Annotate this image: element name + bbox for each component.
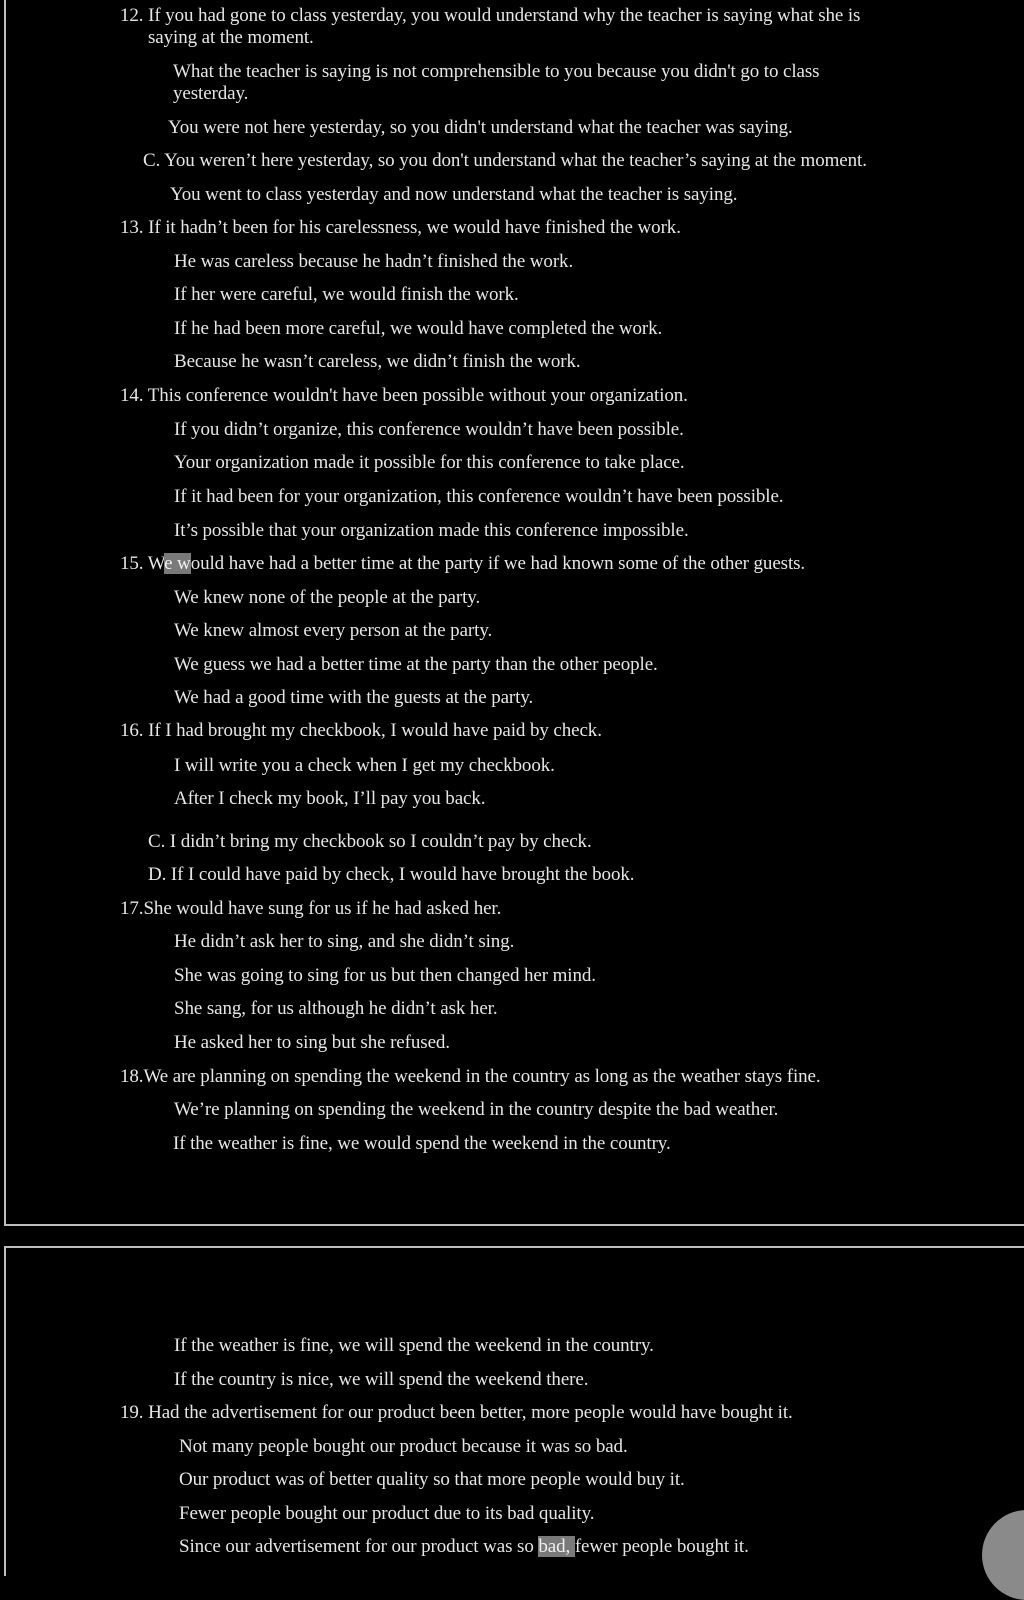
question-stem: 18.We are planning on spending the weekend in the country as long as the weather stays fine.	[120, 1066, 821, 1087]
question-stem: 16. If I had brought my checkbook, I would have paid by check.	[120, 720, 602, 741]
option-b: We knew almost every person at the party.	[174, 620, 493, 641]
question-stem	[120, 553, 805, 575]
option-d-part-1: Since our advertisement for our product was so	[179, 1536, 539, 1557]
option-a: We’re planning on spending the weekend in the country despite the bad weather.	[174, 1099, 779, 1120]
option-b: Your organization made it possible for this conference to take place.	[174, 452, 685, 473]
option-a: He was careless because he hadn’t finished the work.	[174, 251, 574, 272]
option-c: Fewer people bought our product due to its bad quality.	[179, 1503, 595, 1524]
option-d: D. If I could have paid by check, I would have brought the book.	[148, 864, 635, 885]
question-stem-continued: saying at the moment.	[148, 27, 314, 48]
option-b: If the weather is fine, we would spend the weekend in the country.	[173, 1133, 671, 1154]
option-a: If you didn’t organize, this conference wouldn’t have been possible.	[174, 419, 684, 440]
option-a: I will write you a check when I get my checkbook.	[174, 755, 555, 776]
option-a: We knew none of the people at the party.	[174, 587, 481, 608]
option-d	[179, 1536, 749, 1558]
option-c: If he had been more careful, we would have completed the work.	[174, 318, 663, 339]
question-stem: 19. Had the advertisement for our product been better, more people would have bought it.	[120, 1402, 793, 1423]
option-c: C. You weren’t here yesterday, so you don't understand what the teacher’s saying at the moment.	[143, 150, 867, 171]
text-selection-highlight: e w	[164, 553, 191, 574]
text-selection-highlight: bad,	[538, 1536, 575, 1557]
option-c: She sang, for us although he didn’t ask her.	[174, 998, 498, 1019]
option-a: He didn’t ask her to sing, and she didn’t sing.	[174, 931, 515, 952]
question-stem: 17.She would have sung for us if he had asked her.	[120, 898, 502, 919]
option-a-continued: yesterday.	[173, 83, 249, 104]
option-b: After I check my book, I’ll pay you back.	[174, 788, 486, 809]
option-a: Not many people bought our product because it was so bad.	[179, 1436, 628, 1457]
option-a: What the teacher is saying is not comprehensible to you because you didn't go to class	[173, 61, 820, 82]
stem-part-1: 15. W	[120, 553, 165, 574]
option-d: He asked her to sing but she refused.	[174, 1032, 450, 1053]
option-b: You were not here yesterday, so you didn't understand what the teacher was saying.	[168, 117, 793, 138]
question-stem: 14. This conference wouldn't have been possible without your organization.	[120, 385, 688, 406]
option-d: Because he wasn’t careless, we didn’t finish the work.	[174, 351, 581, 372]
option-b: She was going to sing for us but then changed her mind.	[174, 965, 596, 986]
stem-part-2: ould have had a better time at the party if we had known some of the other guests.	[190, 553, 806, 574]
option-c: If it had been for your organization, this conference wouldn’t have been possible.	[174, 486, 784, 507]
option-b: If her were careful, we would finish the work.	[174, 284, 519, 305]
option-d: If the country is nice, we will spend the weekend there.	[174, 1369, 589, 1390]
option-d: We had a good time with the guests at the party.	[174, 687, 534, 708]
question-stem: 12. If you had gone to class yesterday, you would understand why the teacher is saying what she is	[120, 5, 861, 26]
option-b: Our product was of better quality so that more people would buy it.	[179, 1469, 685, 1490]
option-d: You went to class yesterday and now understand what the teacher is saying.	[170, 184, 738, 205]
question-stem: 13. If it hadn’t been for his carelessness, we would have finished the work.	[120, 217, 681, 238]
option-d: It’s possible that your organization made this conference impossible.	[174, 520, 689, 541]
option-c: C. I didn’t bring my checkbook so I couldn’t pay by check.	[148, 831, 592, 852]
option-c: We guess we had a better time at the party than the other people.	[174, 654, 658, 675]
option-c: If the weather is fine, we will spend the weekend in the country.	[174, 1335, 654, 1356]
option-d-part-2: fewer people bought it.	[574, 1536, 749, 1557]
